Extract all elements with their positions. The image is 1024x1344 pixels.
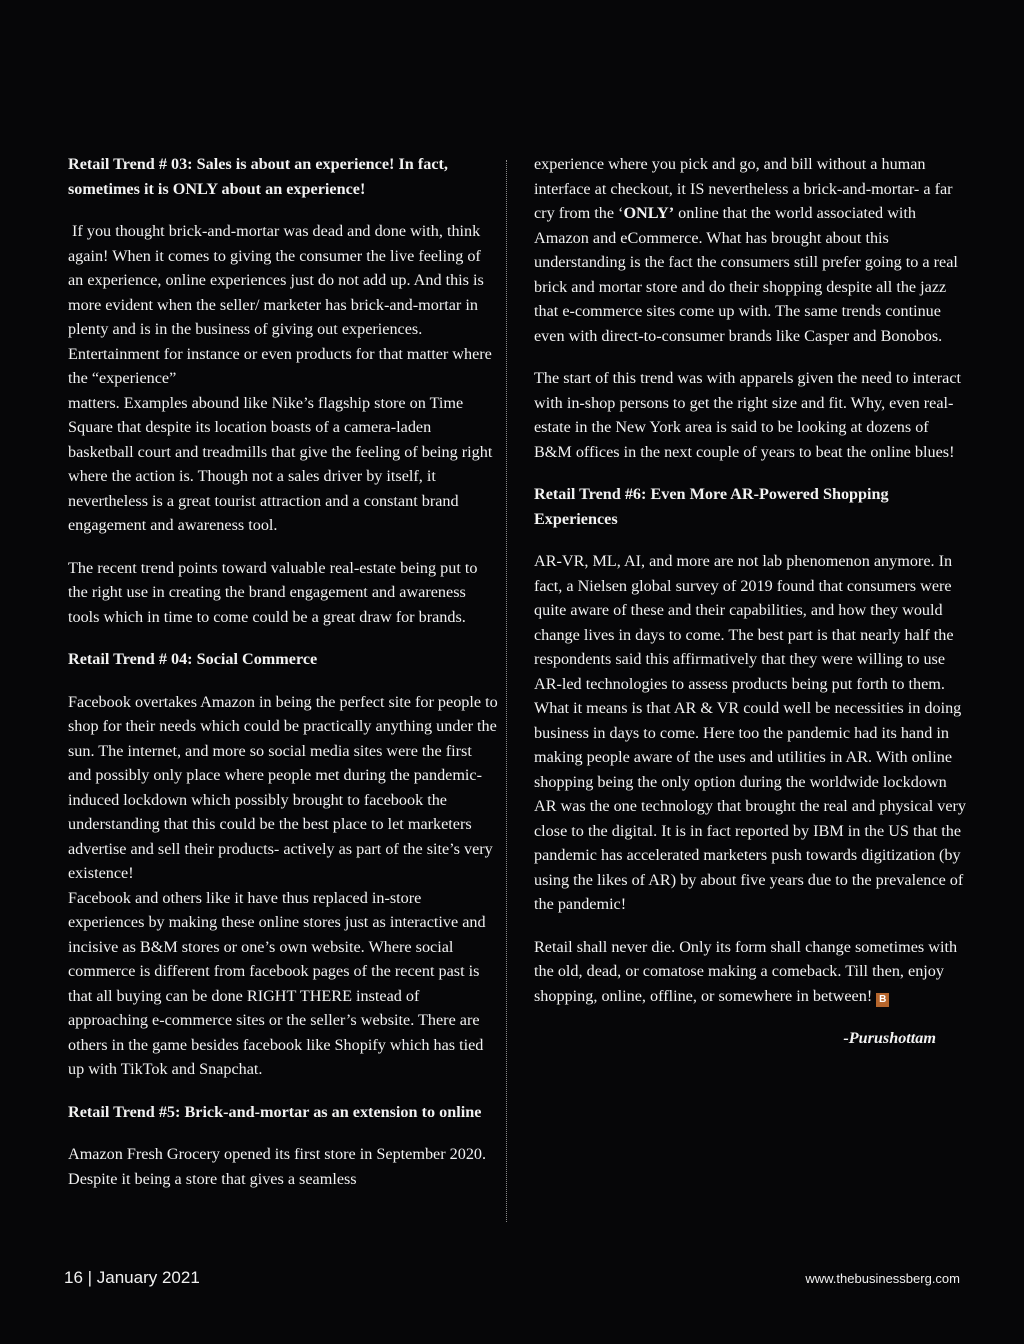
trend5-cont-bold: ONLY’ [623, 204, 675, 222]
trend6-paragraph-2: What it means is that AR & VR could well be necessities in doing business in days to come. Here too the pandemic had its hand in making people aware of the uses and utilities in AR. With online shopping being the only option during the worldwide lockdown AR was the one technology that brought the real and physical very close to the digital. It is in fact reported by IBM in the US that the pandemic has accelerated marketers push towards digitization (by using the likes of AR) by about five years due to the prevalence of the pandemic! [534, 699, 966, 913]
column-divider [506, 160, 507, 1222]
page-number: 16 | January 2021 [64, 1268, 200, 1287]
trend3-paragraph-1: If you thought brick-and-mortar was dead and done with, think again! When it comes to giving the consumer the live feeling of an experience, online experiences just do not add up. And this is more evident when the seller/ marketer has brick-and-mortar in plenty and is in the business of giving out experiences. Entertainment for instance or even products for that matter where the “experience” [68, 222, 496, 387]
trend4-paragraph-1: Facebook overtakes Amazon in being the perfect site for people to shop for their needs which could be practically anything under the sun. The internet, and more so social media sites were the first and possibly only place where people met during the pandemic-induced lockdown which possibly brought to facebook the understanding that this could be the best place to let marketers advertise and sell their products- actively as part of the site’s very existence! [68, 692, 498, 882]
trend6-heading: Retail Trend #6: Even More AR-Powered Shopping Experiences [534, 485, 889, 528]
trend4-paragraph-2: Facebook and others like it have thus replaced in-store experiences by making these online stores just as interactive and incisive as B&M stores or one’s own website. Where social commerce is different from facebook pages of the recent past is that all buying can be done RIGHT THERE instead of approaching e-commerce sites or the seller’s website. There are others in the game besides facebook like Shopify which has tied up with TikTok and Snapchat. [68, 888, 486, 1078]
author-signature: -Purushottam [843, 1029, 936, 1047]
website-url: www.thebusinessberg.com [805, 1271, 960, 1286]
closing-text: Retail shall never die. Only its form shall change sometimes with the old, dead, or comatose making a comeback. Till then, enjoy shopping, online, offline, or somewhere in between! [534, 937, 958, 1005]
left-column [68, 152, 498, 1191]
trend5-cont-text-b: online that the world associated with Amazon and eCommerce. What has brought about this understanding is the fact the consumers still prefer going to a real brick and mortar store and do their shopping despite all the jazz that e-commerce sites come up with. The same trends continue even with direct-to-consumer brands like Casper and Bonobos. [534, 204, 958, 345]
trend5-paragraph-2: The start of this trend was with apparels given the need to interact with in-shop persons to get the right size and fit. Why, even real-estate in the New York area is said to be looking at dozens of B&M offices in the next couple of years to beat the online blues! [534, 369, 962, 461]
trend3-paragraph-3: The recent trend points toward valuable real-estate being put to the right use in creating the brand engagement and awareness tools which in time to come could be a great draw for brands. [68, 558, 478, 626]
trend5-cont-text-a: experience where you pick and go, and bill without a human interface at checkout, it IS nevertheless a brick-and-mortar- a far cry from the ‘ [534, 155, 953, 222]
trend4-heading: Retail Trend # 04: Social Commerce [68, 650, 318, 668]
trend5-heading: Retail Trend #5: Brick-and-mortar as an extension to online [68, 1102, 482, 1121]
trend3-heading: Retail Trend # 03: Sales is about an experience! In fact, sometimes it is ONLY about an experience! [68, 155, 448, 198]
trend5-paragraph-1-continued [534, 152, 966, 348]
closing-paragraph [534, 935, 966, 1009]
trend5-paragraph-1: Amazon Fresh Grocery opened its first store in September 2020. Despite it being a store that gives a seamless [68, 1145, 487, 1188]
trend6-paragraph-1: AR-VR, ML, AI, and more are not lab phenomenon anymore. In fact, a Nielsen global survey of 2019 found that consumers were quite aware of these and their capabilities, and how they would change lives in days to come. The best part is that nearly half the respondents said this affirmatively that they were willing to use AR-led technologies to assess products being put forth to them. [534, 552, 954, 693]
trend3-paragraph-2: matters. Examples abound like Nike’s flagship store on Time Square that despite its location boasts of a camera-laden basketball court and treadmills that give the feeling of being right where the action is. Though not a sales driver by itself, it nevertheless is a great tourist attraction and a constant brand engagement and awareness tool. [68, 393, 493, 534]
right-column [534, 152, 966, 1051]
businessberg-logo-icon: B [876, 993, 889, 1007]
